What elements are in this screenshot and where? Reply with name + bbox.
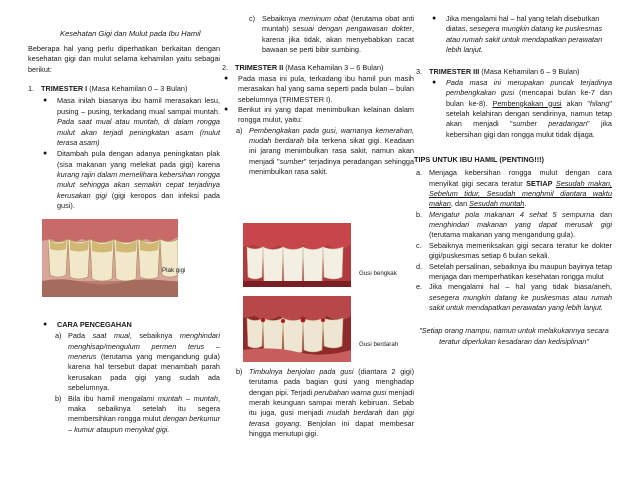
document-title: Kesehatan Gigi dan Mulut pada Ibu Hamil	[60, 29, 201, 38]
tip-b: b. Mengatur pola makanan 4 sehat 5 sempurna dan menghindari makanan yang dapat merusak gigi (terutama makanan yang mengandung gula).	[416, 209, 613, 240]
prevention-item-a: a) Pada saat mual, sebaiknya menghindari menghisap/mengulum permen terus – menerus (terutama yang mengandung gula) karena hal tersebut dapat menambah parah kerusakan pada gigi yang sudah ada sebelumnya.	[55, 331, 220, 393]
tip-d: d. Setelah persalinan, sebaiknya ibu maupun bayinya tetap menjaga dan memperhatikan kesehatan rongga mulut	[416, 261, 612, 281]
swollen-gum-photo	[243, 223, 351, 287]
bullet-dot: ●	[432, 15, 437, 22]
bullet-dot: ●	[43, 97, 48, 105]
trimester-3-bullet: ● Pada masa ini merupakan puncak terjadinya pembengkakan gusi (mencapai bulan ke-7 dan bulan ke-8). Pembengkakan gusi akan "hilang" setelah kelahiran dengan sendirinya, namun tetap akan menjadi "sumber peradangan" jika kebersihan gigi dan rongga mulut tidak dijaga.	[432, 77, 612, 139]
trimester-1-bullet-2: ● Ditambah pula dengan adanya peningkatan plak (sisa makanan yang melekat pada gigi) karena kurang rajin dalam memelihara kebersihan rongga mulut sehingga akan semakin cepat terjadinya kerusakan gigi (gigi keropos dan infeksi pada gusi).	[43, 149, 220, 211]
trimester-2-bullet-2: ● Berikut ini yang dapat menimbulkan kelainan dalam rongga mulut, yaitu:	[224, 104, 414, 125]
tip-e: e. Jika mengalami hal – hal yang tidak biasa/aneh, sesegera mungkin datang ke puskesmas atau rumah sakit untuk mendapatkan perawatan yang lebih lanjut.	[416, 282, 612, 312]
column-2	[222, 14, 414, 177]
bleeding-gum-photo	[243, 296, 351, 362]
bullet-dot: ●	[43, 150, 48, 158]
trimester-3-heading: 3. TRIMESTER III (Masa Kehamilan 6 – 9 Bulan)	[416, 67, 580, 77]
trimester-1-title: TRIMESTER I	[41, 84, 88, 94]
bullet-dot: ●	[43, 321, 48, 328]
trimester-1-note: (Masa Kehamilan 0 – 3 Bulan)	[87, 84, 188, 94]
bleeding-gum-caption: Gusi berdarah	[359, 341, 399, 348]
bullet-dot: ●	[224, 74, 229, 82]
closing-quote: "Setiap orang mampu, namun untuk melakukannya secara teratur diperlukan kesadaran dan kedisiplinan"	[419, 326, 609, 346]
intro-paragraph: Beberapa hal yang perlu diperhatikan berkaitan dengan kesehatan gigi dan mulut selama kehamilan yaitu sebagai berikut:	[28, 44, 220, 74]
bullet-dot: ●	[224, 105, 229, 113]
tip-c: c. Sebaiknya memeriksakan gigi secara teratur ke dokter gigi/puskesmas setiap 6 bulan sekali.	[416, 240, 612, 261]
trimester-2-item-b-wrap	[222, 367, 414, 440]
tip-a: a. Menjaga kebersihan rongga mulut dengan cara menyikat gigi secara teratur SETIAP Sesudah makan, Sebelum tidur, Sesudah menghmil diantara waktu makan, dan Sesudah muntah.	[416, 168, 612, 209]
trimester-2-heading: 2. TRIMESTER II (Masa Kehamilan 3 – 6 Bulan)	[222, 63, 384, 73]
column-3-top-bullet: ● Jika mengalami hal – hal yang telah disebutkan diatas, sesegera mungkin datang ke puskesmas atau rumah sakit untuk mendapatkan perawatan lebih lanjut.	[432, 14, 603, 55]
prevention-item-b: b) Bila ibu hamil mengalami muntah – muntah, maka sebaiknya setelah itu segera membersihkan rongga mulut dengan berkumur – kumur ataupun menyikat gigi.	[55, 393, 221, 434]
trimester-2-bullet-1: ● Pada masa ini pula, terkadang ibu hamil pun masih merasakan hal yang sama seperti pada bulan – bulan sebelumnya (TRIMESTER I).	[224, 73, 414, 104]
trimester-2-item-a: a) Pembengkakan pada gusi, warnanya kemerahan, mudah berdarah bila terkena sikat gigi. Keadaan ini jarang menimbulkan rasa sakit, namun akan menjadi "sumber" terjadinya peradangan sehingga menimbulkan rasa sakit.	[236, 125, 415, 177]
trimester-1-bullet-1: ● Masa inilah biasanya ibu hamil merasakan lesu, pusing – pusing, terkadang mual sampai muntah. Pada saat mual atau muntah, di dalam rongga mulut akan terjadi peningkatan asam (mulut terasa asam)	[43, 96, 220, 147]
bullet-dot: ●	[432, 78, 437, 86]
prevention-heading: ● CARA PENCEGAHAN	[43, 320, 132, 329]
tips-heading: TIPS UNTUK IBU HAMIL (PENTING!!!)	[414, 154, 544, 164]
plaque-teeth-photo	[42, 219, 178, 297]
plaque-caption: Plak gigi	[162, 267, 186, 274]
prevention-item-c: c) Sebaiknya meminum obat (terutama obat anti muntah) sesuai dengan pengawasan dokter, karena jika tidak, akan menyebabkan cacat bawaan se perti bibir sumbing.	[249, 14, 415, 55]
swollen-gum-caption: Gusi bengkak	[359, 270, 397, 277]
column-1	[28, 44, 220, 211]
trimester-2-item-b: b) Timbulnya benjolan pada gusi (diantara 2 gigi) terutama pada bagian gusi yang menghadap dengan pipi. Terjadi perubahan warna gusi menjadi merah keunguan sampai merah kebiruan. Sebab itu juga, gusi menjadi mudah berdarah dan gigi terasa goyang. Benjolan ini dapat membesar hingga menutupi gigi.	[236, 367, 414, 439]
prevention-section	[28, 320, 220, 435]
trimester-1-heading	[28, 84, 220, 94]
column-3	[416, 14, 612, 347]
trimester-1-number: 1.	[28, 84, 35, 94]
